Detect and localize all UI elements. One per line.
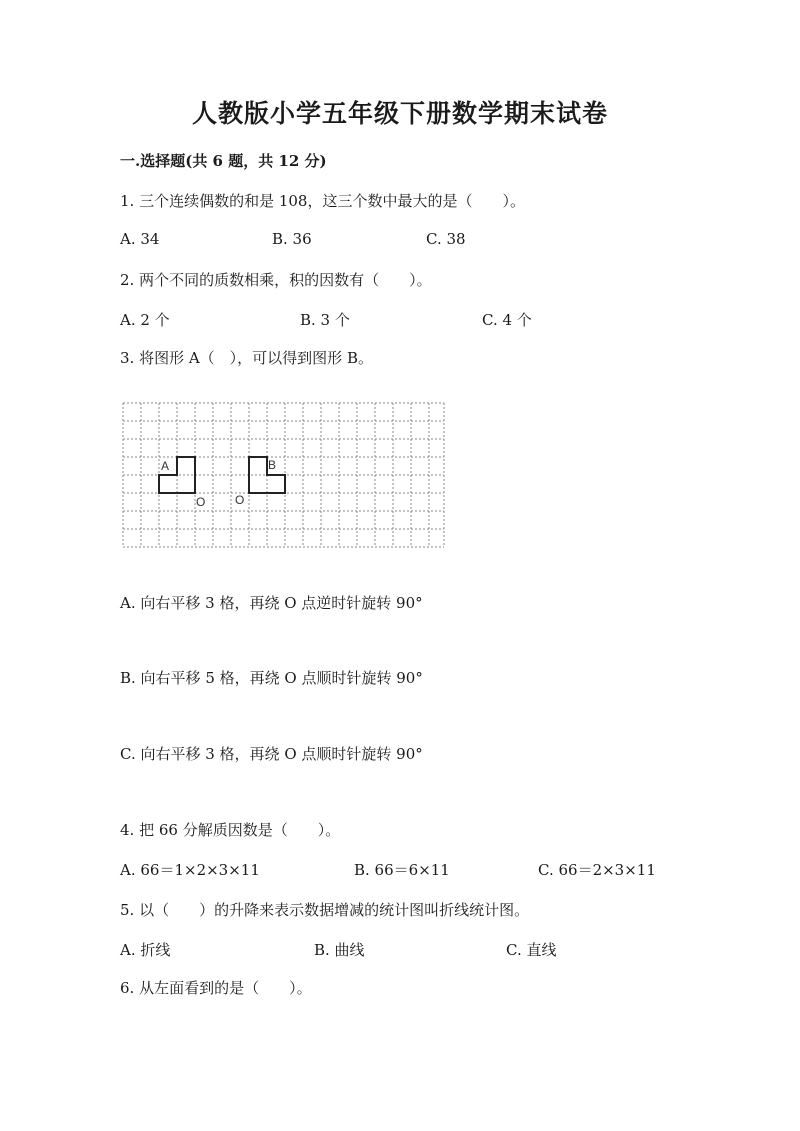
grid-figure bbox=[120, 400, 450, 550]
question-3-stem: 3. 将图形 A（ ），可以得到图形 B。 bbox=[120, 349, 373, 367]
label-b: B bbox=[268, 458, 277, 472]
label-a: A bbox=[161, 459, 170, 473]
question-3-option-c: C. 向右平移 3 格，再绕 O 点顺时针旋转 90° bbox=[120, 745, 423, 763]
question-5-stem: 5. 以（ ）的升降来表示数据增减的统计图叫折线统计图。 bbox=[120, 901, 530, 919]
question-4-option-a: A. 66＝1×2×3×11 bbox=[120, 861, 260, 879]
question-4-option-c: C. 66＝2×3×11 bbox=[538, 861, 656, 879]
question-4-option-b: B. 66＝6×11 bbox=[354, 861, 450, 879]
page-title: 人教版小学五年级下册数学期末试卷 bbox=[191, 99, 608, 128]
question-2-option-a: A. 2 个 bbox=[120, 311, 170, 329]
question-5-option-b: B. 曲线 bbox=[314, 941, 365, 959]
question-1-option-b: B. 36 bbox=[272, 230, 312, 248]
label-o-right: O bbox=[235, 493, 245, 507]
question-4-stem: 4. 把 66 分解质因数是（ ）。 bbox=[120, 821, 341, 839]
question-1-option-a: A. 34 bbox=[120, 230, 160, 248]
question-6-stem: 6. 从左面看到的是（ ）。 bbox=[120, 979, 312, 997]
question-3-option-b: B. 向右平移 5 格，再绕 O 点顺时针旋转 90° bbox=[120, 669, 423, 687]
question-1-option-c: C. 38 bbox=[426, 230, 466, 248]
question-2-option-b: B. 3 个 bbox=[300, 311, 350, 329]
section-heading: 一.选择题(共 6 题，共 12 分) bbox=[120, 152, 327, 170]
label-o-left: O bbox=[196, 495, 206, 509]
question-2-stem: 2. 两个不同的质数相乘，积的因数有（ ）。 bbox=[120, 271, 432, 289]
question-5-option-a: A. 折线 bbox=[120, 941, 171, 959]
question-5-option-c: C. 直线 bbox=[506, 941, 557, 959]
question-2-option-c: C. 4 个 bbox=[482, 311, 532, 329]
question-1-stem: 1. 三个连续偶数的和是 108，这三个数中最大的是（ ）。 bbox=[120, 192, 525, 210]
question-3-option-a: A. 向右平移 3 格，再绕 O 点逆时针旋转 90° bbox=[120, 594, 423, 612]
